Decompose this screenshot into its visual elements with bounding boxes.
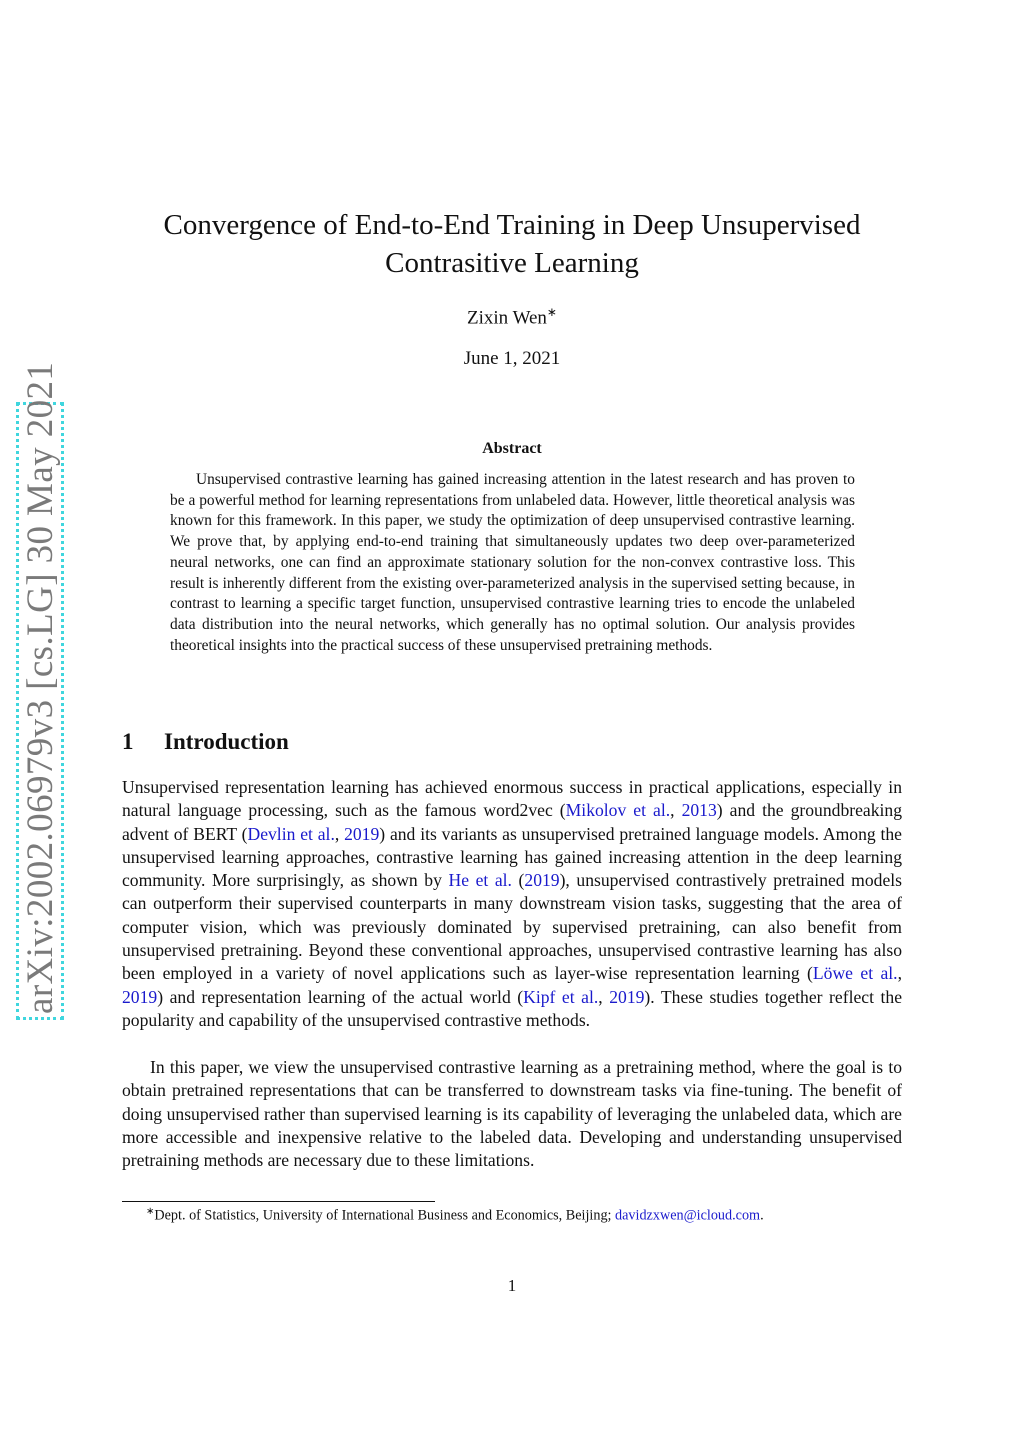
section-number: 1	[122, 729, 134, 754]
citation-link[interactable]: Devlin et al.	[247, 823, 335, 844]
intro-paragraph-1	[122, 776, 902, 1032]
author-footnote-mark[interactable]: ∗	[546, 305, 557, 319]
title-line-1: Convergence of End-to-End Training in Deep Unsupervised	[163, 209, 861, 241]
section-heading	[122, 729, 622, 755]
abstract-heading: Abstract	[482, 440, 542, 457]
citation-year-link[interactable]: 2019	[344, 823, 380, 844]
citation-year-link[interactable]: 2013	[681, 800, 717, 821]
text-run: ,	[598, 986, 610, 1007]
text-run: ,	[334, 823, 345, 844]
footnote-mark: ∗	[146, 1206, 155, 1217]
footnote-end: .	[760, 1207, 764, 1224]
text-run: ), unsupervised contrastively pretrained models can outperform their supervised counterparts in many downstream vision tasks, suggesting that the area of computer vision, which was previously dominated by supervised pretraining, can also benefit from unsupervised pretraining. Beyond these conventional approaches, unsupervised contrastive learning has also been employed in a variety of novel applications such as layer-wise representation learning (	[122, 870, 902, 984]
author	[120, 305, 904, 329]
section-title: Introduction	[164, 729, 289, 754]
title-line-2: Contrasitive Learning	[385, 247, 639, 279]
citation-link[interactable]: Kipf et al.	[523, 986, 599, 1007]
abstract-body: Unsupervised contrastive learning has gained increasing attention in the latest research and has proven to be a powerful method for learning representations from unlabeled data. However, little theoretical analysis was known for this framework. In this paper, we study the optimization of deep unsupervised contrastive learning. We prove that, by applying end-to-end training that simultaneously updates two deep over-parameterized neural networks, one can find an approximate stationary solution for the non-convex contrastive loss. This result is inherently different from the existing over-parameterized analysis in the supervised setting because, in contrast to learning a specific target function, unsupervised contrastive learning tries to encode the unlabeled data distribution into the neural networks, which generally has no optimal solution. Our analysis provides theoretical insights into the practical success of these unsupervised pretraining methods.	[170, 471, 855, 654]
text-run: ). These studies together reflect the popularity and capability of the unsupervised contrastive methods.	[122, 986, 903, 1030]
page-number: 1	[507, 1276, 517, 1295]
text-run: Unsupervised representation learning has achieved enormous success in practical applications, especially in natural language processing, such as the famous word2vec (	[122, 777, 902, 821]
text-run: ,	[670, 800, 682, 821]
footnote-text: Dept. of Statistics, University of International Business and Economics, Beijing;	[154, 1207, 616, 1224]
text-run: ) and representation learning of the actual world (	[157, 986, 524, 1007]
intro-paragraph-2: In this paper, we view the unsupervised contrastive learning as a pretraining method, where the goal is to obtain pretrained representations that can be transferred to downstream tasks via fine-tuning. The benefit of doing unsupervised rather than supervised learning is its capability of leveraging the unlabeled data, which are more accessible and inexpensive relative to the labeled data. Developing and understanding unsupervised pretraining methods are necessary due to these limitations.	[122, 1057, 902, 1171]
footnote-divider	[122, 1201, 435, 1202]
citation-year-link[interactable]: 2019	[122, 986, 158, 1007]
paper-title	[120, 206, 904, 282]
footnote	[146, 1206, 906, 1225]
citation-year-link[interactable]: 2019	[609, 986, 645, 1007]
citation-link[interactable]: Löwe et al.	[812, 963, 898, 984]
text-run: ) and the groundbreaking advent of BERT (	[122, 800, 902, 844]
citation-link[interactable]: He et al.	[448, 870, 512, 891]
text-run: (	[511, 870, 525, 891]
text-run: ) and its variants as unsupervised pretrained language models. Among the unsupervised learning approaches, contrastive learning has gained increasing attention in the deep learning community. More surprisingly, as shown by	[122, 823, 902, 891]
citation-link[interactable]: Mikolov et al.	[565, 800, 671, 821]
arxiv-identifier[interactable]: arXiv:2002.06979v3 [cs.LG] 30 May 2021	[20, 361, 61, 1014]
date: June 1, 2021	[463, 348, 561, 369]
email-link[interactable]: davidzxwen@icloud.com	[615, 1207, 761, 1224]
author-name: Zixin Wen	[467, 307, 547, 329]
text-run: ,	[897, 963, 902, 984]
citation-year-link[interactable]: 2019	[524, 870, 560, 891]
